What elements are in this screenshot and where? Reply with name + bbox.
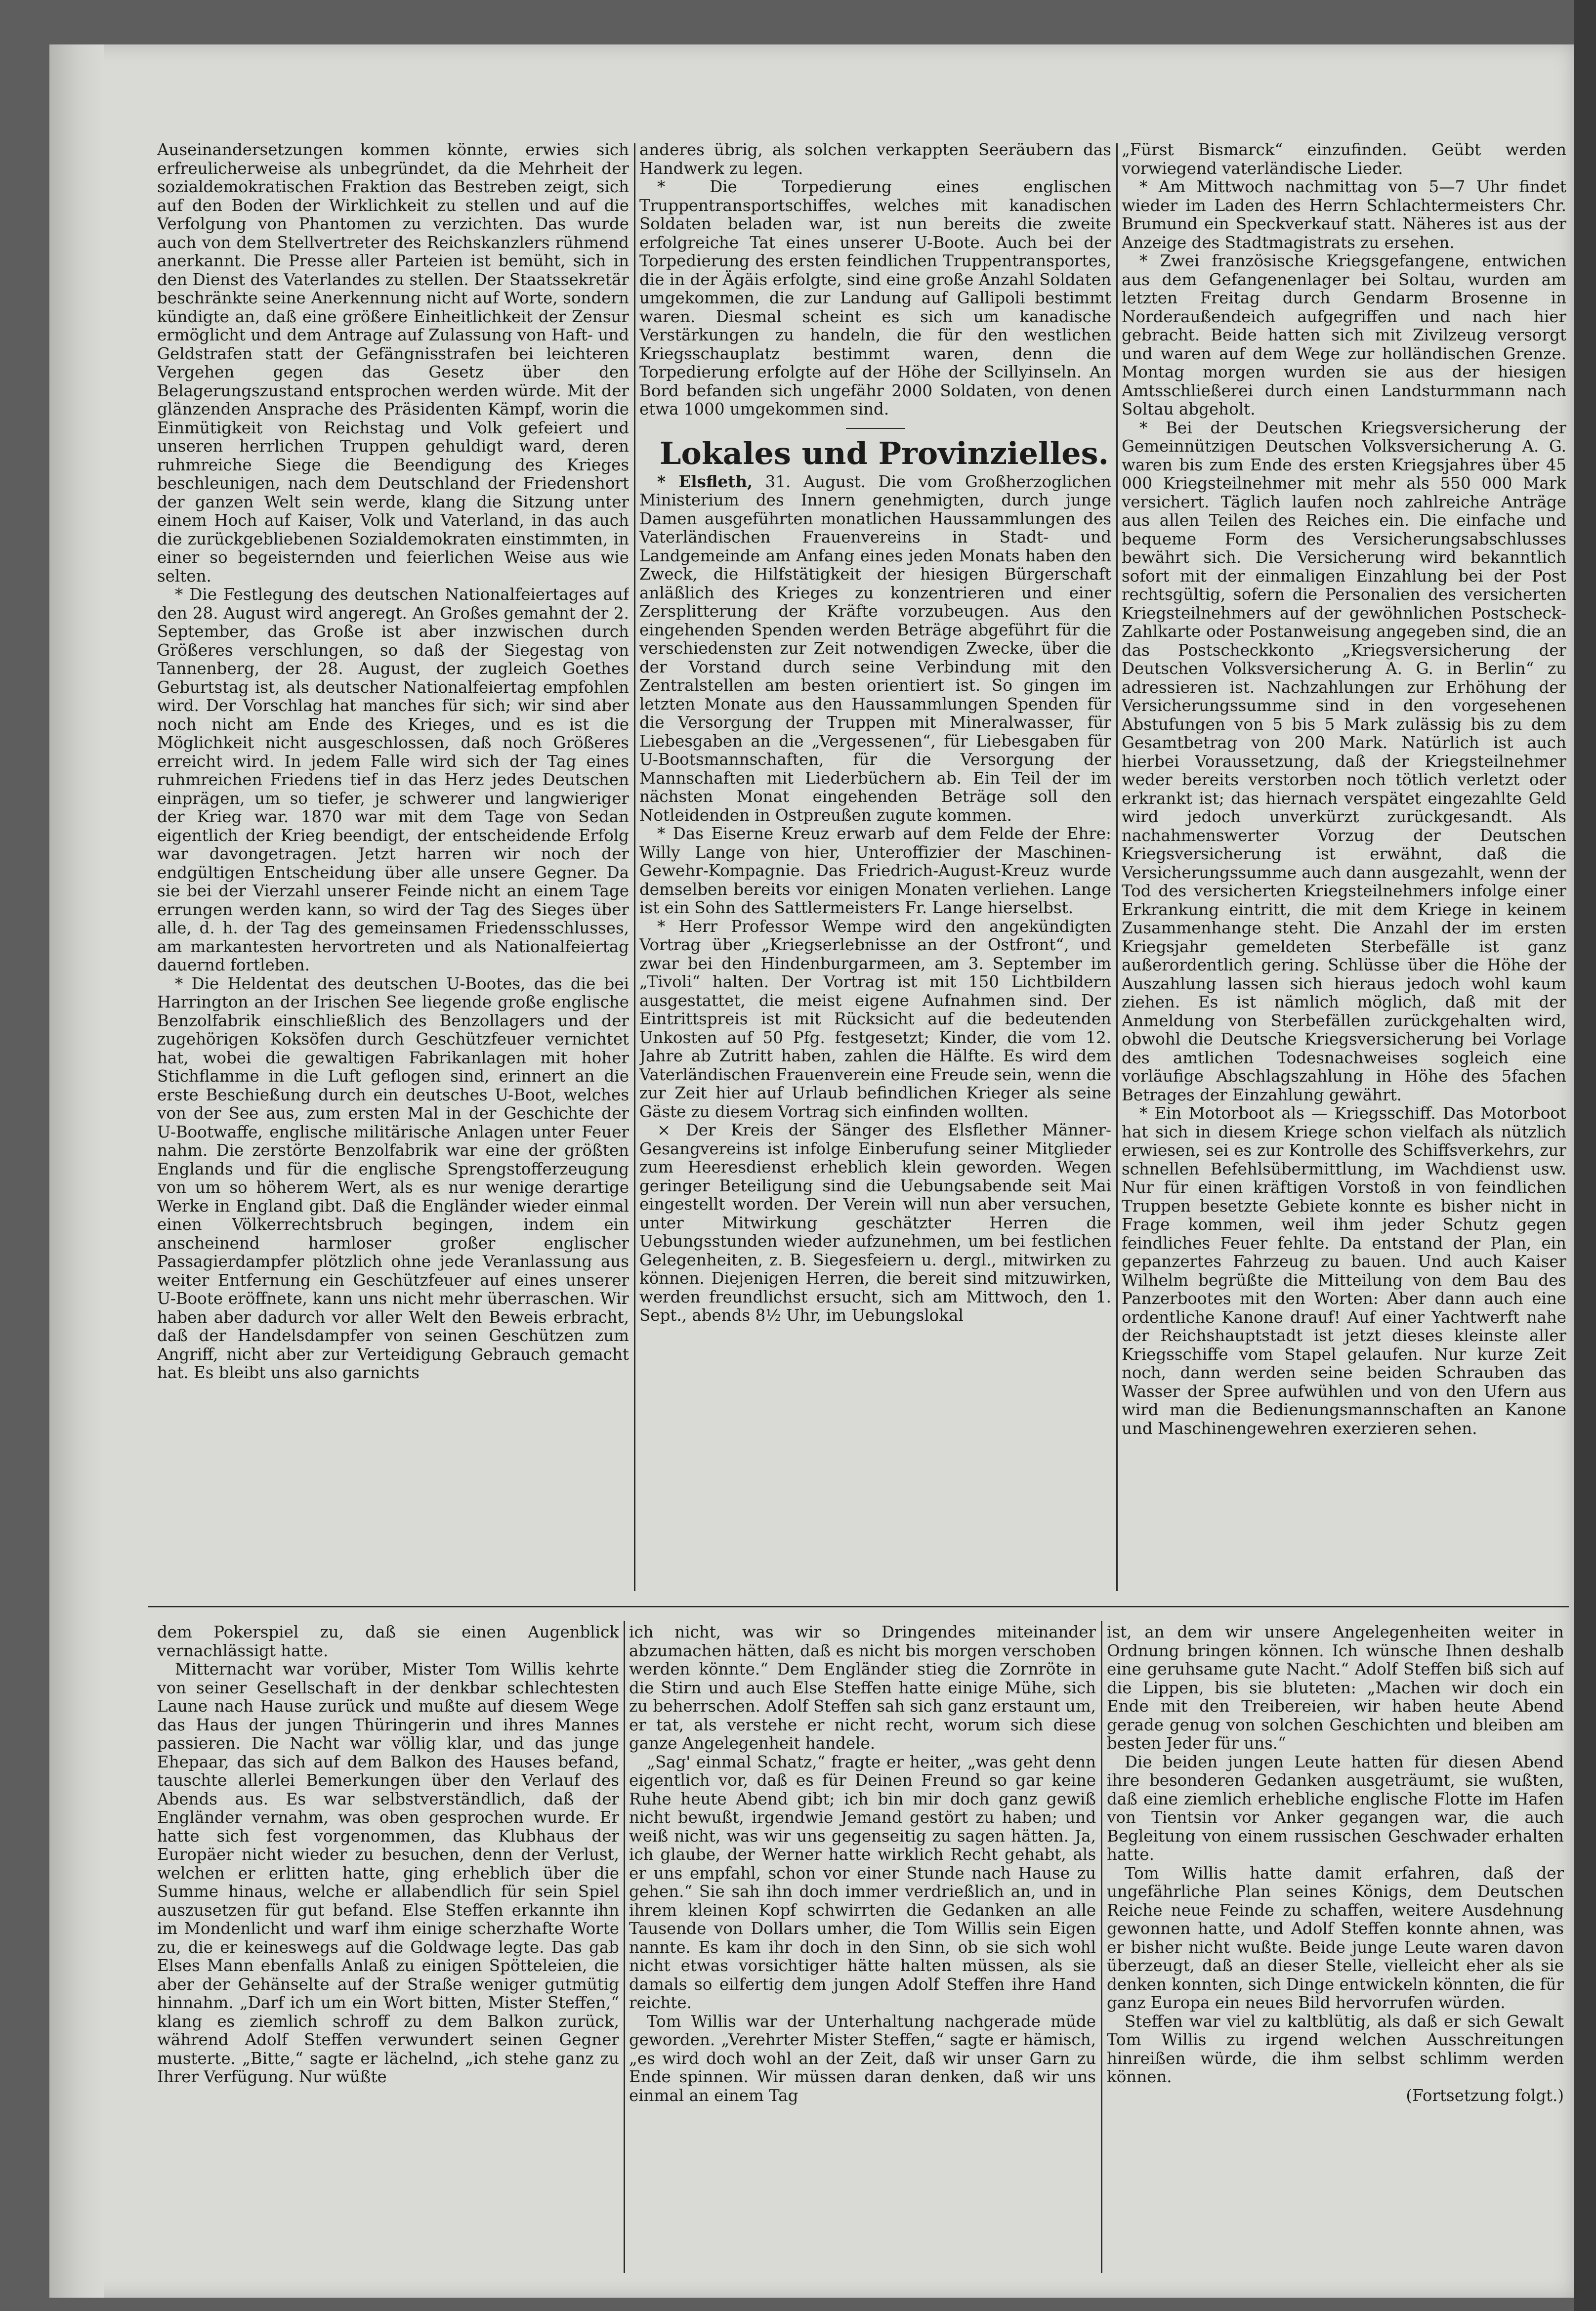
column-rule-upper-2 xyxy=(1116,143,1118,1591)
adjacent-page-edge xyxy=(1574,0,1596,2311)
page-binding-shadow xyxy=(49,44,104,2298)
story-paragraph: Die beiden jungen Leute hatten für diesen Abend ihre besonderen Gedanken ausgeträumt, sie wußten, daß eine ziemlich erhebliche englische Flotte im Hafen von Tientsin vor Anker gegangen war, die auch Begleitung von einem russischen Geschwader erhalten hatte. xyxy=(1107,1752,1564,1864)
local-news-item: * Zwei französische Kriegsgefangene, entwichen aus dem Gefangenenlager bei Soltau, wurden am letzten Freitag durch Gendarm Brosenne in Norderaußendeich aufgegriffen und nach hier gebracht. Beide hatten sich mit Zivilzeug versorgt und waren auf dem Wege zur holländischen Grenze. Montag morgen wurden sie aus der hiesigen Amtsschließerei durch einen Landsturmmann nach Soltau abgeholt. xyxy=(1122,252,1566,419)
story-paragraph: dem Pokerspiel zu, daß sie einen Augenblick vernachlässigt hatte. xyxy=(157,1623,619,1660)
local-news-item: * Am Mittwoch nachmittag von 5—7 Uhr findet wieder im Laden des Herrn Schlachtermeisters Chr. Brumund ein Speckverkauf statt. Näheres ist aus der Anzeige des Stadtmagistrats zu ersehen. xyxy=(1122,177,1566,252)
feuilleton-column-1 xyxy=(157,1623,619,2280)
section-heading: Lokales und Provinzielles. xyxy=(659,435,1109,471)
article-paragraph: anderes übrig, als solchen verkappten Seeräubern das Handwerk zu legen. xyxy=(639,141,1111,178)
story-paragraph: Mitternacht war vorüber, Mister Tom Willis kehrte von seiner Gesellschaft in der denkbar schlechtesten Laune nach Hause zurück und mußte auf diesem Wege das Haus der jungen Thüringerin und ihres Mannes passieren. Die Nacht war völlig klar, und das junge Ehepaar, das sich auf dem Balkon des Hauses befand, tauschte allerlei Bemerkungen über den Verlauf des Abends aus. Es war selbstverständlich, daß der Engländer vernahm, was oben gesprochen wurde. Er hatte sich fest vorgenommen, das Klubhaus der Europäer nicht wieder zu besuchen, denn der Verlust, welchen er erlitten hatte, ging erheblich über die Summe hinaus, welche er allabendlich für sein Spiel auszusetzen für gut befand. Else Steffen erkannte ihn im Mondenlicht und warf ihm einige scherzhafte Worte zu, die er keineswegs auf die Goldwage legte. Das gab Elses Mann ebenfalls Anlaß zu einigen Spötteleien, die aber der Gehänselte auf der Straße weniger gutmütig hinnahm. „Darf ich um ein Wort bitten, Mister Steffen,“ klang es ziemlich schroff zu dem Balkon zurück, während Adolf Steffen verwundert seinen Gegner musterte. „Bitte,“ sagte er lächelnd, „ich stehe ganz zu Ihrer Verfügung. Nur wüßte xyxy=(157,1660,619,2086)
local-news-item: * Herr Professor Wempe wird den angekündigten Vortrag über „Kriegserlebnisse an der Ostfront“, und zwar bei den Hindenburgarmeen, am 3. September im „Tivoli“ halten. Der Vortrag ist mit 150 Lichtbildern ausgestattet, die meist eigene Aufnahmen sind. Der Eintrittspreis ist mit Rücksicht auf die bedeutenden Unkosten auf 50 Pfg. festgesetzt; Kinder, die vom 12. Jahre ab Zutritt haben, zahlen die Hälfte. Es wird dem Vaterländischen Frauenverein eine Freude sein, wenn die zur Zeit hier auf Urlaub befindlichen Krieger als seine Gäste zu diesem Vortrag sich einfinden wollten. xyxy=(639,917,1111,1121)
story-paragraph: „Sag' einmal Schatz,“ fragte er heiter, „was geht denn eigentlich vor, daß es für Deinen Freund so gar keine Ruhe heute Abend gibt; ich bin mir doch ganz gewiß nicht bewußt, irgendwie Jemand gestört zu haben; und weiß nicht, was wir uns gegenseitig zu sagen hätten. Ja, ich glaube, der Werner hatte wirklich Recht gehabt, als er uns empfahl, schon vor einer Stunde nach Hause zu gehen.“ Sie sah ihn doch immer verdrießlich an, und in ihrem kleinen Kopf schwirrten die Gedanken an alle Tausende von Dollars umher, die Tom Willis sein Eigen nannte. Es kam ihr doch in den Sinn, ob sie sich wohl nicht etwas vorsichtiger hätte halten müssen, als sie damals so eilfertig dem jungen Adolf Steffen ihre Hand reichte. xyxy=(629,1752,1096,2012)
local-news-item: „Fürst Bismarck“ einzufinden. Geübt werden vorwiegend vaterländische Lieder. xyxy=(1122,141,1566,178)
column-rule-lower-1 xyxy=(624,1621,625,2273)
local-news-item: * Bei der Deutschen Kriegsversicherung der Gemeinnützigen Deutschen Volksversicherung A. G. waren bis zum Ende des ersten Kriegsjahres über 45 000 Kriegsteilnehmer mit mehr als 550 000 Mark versichert. Täglich laufen noch zahlreiche Anträge aus allen Teilen des Reiches ein. Die einfache und bequeme Form des Versicherungsabschlusses bewährt sich. Die Versicherung wird bekanntlich sofort mit der einmaligen Einzahlung bei der Post rechtsgültig, sofern die Personalien des versicherten Kriegsteilnehmers auf der gewöhnlichen Postscheck-Zahlkarte oder Postanweisung angegeben sind, die an das Postscheckkonto „Kriegsversicherung der Deutschen Volksversicherung A. G. in Berlin“ zu adressieren ist. Nachzahlungen zur Erhöhung der Versicherungssumme sind in den vorgesehenen Abstufungen von 5 bis 5 Mark zulässig bis zu dem Gesamtbetrag von 200 Mark. Natürlich ist auch hierbei Voraussetzung, daß der Kriegsteilnehmer weder bereits verstorben noch tötlich verletzt oder erkrankt ist; das hiernach verspätet eingezahlte Geld wird jedoch unverkürzt zurückgesandt. Als nachahmenswerter Vorzug der Deutschen Kriegsversicherung ist erwähnt, daß die Versicherungssumme auch dann ausgezahlt, wenn der Tod des versicherten Kriegsteilnehmers infolge einer Erkrankung eintritt, die mit dem Kriege in keinem Zusammenhange steht. Die Anzahl der im ersten Kriegsjahr gemeldeten Sterbefälle ist ganz außerordentlich gering. Schlüsse über die Höhe der Auszahlung lassen sich hieraus jedoch wohl kaum ziehen. Es ist nämlich möglich, daß mit der Anmeldung von Sterbefällen zurückgehalten wird, obwohl die Deutsche Kriegsversicherung bei Vorlage des amtlichen Todesnachweises sogleich eine vorläufige Abschlagszahlung in Höhe des 5fachen Betrages der Einzahlung gewährt. xyxy=(1122,418,1566,1104)
story-paragraph: Steffen war viel zu kaltblütig, als daß er sich Gewalt Tom Willis zu irgend welchen Ausschreitungen hinreißen würde, die ihm selbst schlimm werden können. xyxy=(1107,2012,1564,2086)
article-paragraph: * Die Heldentat des deutschen U-Bootes, das die bei Harrington an der Irischen See liegende große englische Benzolfabrik einschließlich des Benzollagers und der zugehörigen Koksöfen durch Geschützfeuer vernichtet hat, wobei die gewaltigen Fabrikanlagen mit hoher Stichflamme in die Luft geflogen sind, erinnert an die erste Beschießung durch ein deutsches U-Boot, welches von der See aus, zum ersten Mal in der Geschichte der U-Bootwaffe, englische militärische Anlagen unter Feuer nahm. Die zerstörte Benzolfabrik war eine der größten Englands und für die englische Sprengstofferzeugung von um so höherem Wert, als es nur wenige derartige Werke in England gibt. Daß die Engländer wieder einmal einen Völkerrechtsbruch begingen, indem ein anscheinend harmloser großer englischer Passagierdampfer plötzlich ohne jede Veranlassung aus weiter Entfernung ein Geschützfeuer auf eines unserer U-Boote eröffnete, kann uns nicht mehr überraschen. Wir haben aber dadurch vor aller Welt den Beweis erbracht, daß der Handelsdampfer von seinen Geschützen zum Angriff, nicht aber zur Verteidigung Gebrauch gemacht hat. Es bleibt uns also garnichts xyxy=(157,974,629,1382)
upper-column-1 xyxy=(157,141,629,1594)
local-news-text: 31. August. Die vom Großherzoglichen Ministerium des Innern genehmigten, durch junge Damen ausgeführten monatlichen Haussammlungen des Vaterländischen Frauenvereins in Stadt- und Landgemeinde am Anfang eines jeden Monats haben den Zweck, die Hilfstätigkeit der hiesigen Bürgerschaft anläßlich des Krieges zu konzentrieren und einer Zersplitterung der Kräfte vorzubeugen. Aus den eingehenden Spenden werden Beträge abgeführt für die verschiedensten zur Zeit notwendigen Zwecke, über die der Vorstand durch seine Verbindung mit den Zentralstellen am besten orientiert ist. So gingen im letzten Monate aus den Haussammlungen Spenden für die Versorgung der Truppen mit Mineralwasser, für Liebesgaben an die „Vergessenen“, für Liebesgaben für U-Bootsmannschaften, für die Versorgung der Mannschaften mit Liederbüchern ab. Ein Teil der im nächsten Monat eingehenden Beträge soll den Notleidenden in Ostpreußen zugute kommen. xyxy=(639,472,1111,825)
article-paragraph: * Die Festlegung des deutschen Nationalfeiertages auf den 28. August wird angeregt. An Großes gemahnt der 2. September, das Große ist aber inzwischen durch Größeres verschlungen, so daß der Siegestag von Tannenberg, der 28. August, der zugleich Goethes Geburtstag ist, als deutscher Nationalfeiertag empfohlen wird. Der Vorschlag hat manches für sich; wir sind aber noch nicht am Ende des Krieges, und es ist die Möglichkeit nicht ausgeschlossen, daß noch Größeres erreicht wird. In jedem Falle wird sich der Tag eines ruhmreichen Friedens tief in das Herz jedes Deutschen einprägen, um so tiefer, je schwerer und langwieriger der Krieg war. 1870 war mit dem Tage von Sedan eigentlich der Krieg beendigt, der entscheidende Erfolg war davongetragen. Jetzt harren wir noch der endgültigen Entscheidung über alle unsere Gegner. Da sie bei der Vierzahl unserer Feinde nicht an einem Tage errungen werden kann, so wird der Tag des Sieges über alle, d. h. der Tag des gemeinsamen Friedensschlusses, am markantesten hervortreten und als Nationalfeiertag dauernd fortleben. xyxy=(157,585,629,974)
local-news-item: * Das Eiserne Kreuz erwarb auf dem Felde der Ehre: Willy Lange von hier, Unteroffizier der Maschinen-Gewehr-Kompagnie. Das Friedrich-August-Kreuz wurde demselben bereits vor einigen Monaten verliehen. Lange ist ein Sohn des Sattlermeisters Fr. Lange hierselbst. xyxy=(639,824,1111,917)
article-paragraph: Auseinandersetzungen kommen könnte, erwies sich erfreulicherweise als unbegründet, da die Mehrheit der sozialdemokratischen Fraktion das Bestreben zeigt, sich auf den Boden der Wirklichkeit zu stellen und auf die Verfolgung von Phantomen zu verzichten. Das wurde auch von dem Stellvertreter des Reichskanzlers rühmend anerkannt. Die Presse aller Parteien ist bemüht, sich in den Dienst des Vaterlandes zu stellen. Der Staatssekretär beschränkte seine Anerkennung nicht auf Worte, sondern kündigte an, daß eine größere Einheitlichkeit der Zensur ermöglicht und dem Antrage auf Zulassung von Haft- und Geldstrafen statt der Gefängnisstrafen bei leichteren Vergehen gegen das Gesetz über den Belagerungszustand entsprochen werden würde. Mit der glänzenden Ansprache des Präsidenten Kämpf, worin die Einmütigkeit von Reichstag und Volk gefeiert und unseren herrlichen Truppen gehuldigt ward, deren ruhmreiche Siege die Beendigung des Krieges beschleunigen, nach dem Deutschland der Friedenshort der ganzen Welt sein werde, klang die Sitzung unter einem Hoch auf Kaiser, Volk und Vaterland, in das auch die zurückgebliebenen Sozialdemokraten einstimmten, in einer so begeisternden und feierlichen Weise aus wie selten. xyxy=(157,141,629,586)
section-divider xyxy=(846,428,905,429)
local-news-item xyxy=(639,472,1111,825)
continuation-note: (Fortsetzung folgt.) xyxy=(1406,2086,1564,2105)
story-paragraph: Tom Willis hatte damit erfahren, daß der ungefährliche Plan seines Königs, dem Deutschen Reiche neue Feinde zu schaffen, weitere Ausdehnung gewonnen hatte, und Adolf Steffen konnte ahnen, was er bisher nicht wußte. Beide junge Leute waren davon überzeugt, daß an dieser Stelle, vielleicht eher als sie denken konnten, sich Dinge entwickeln könnten, die für ganz Europa ein neues Bild hervorrufen würden. xyxy=(1107,1863,1564,2012)
article-paragraph: * Die Torpedierung eines englischen Truppentransportschiffes, welches mit kanadischen Soldaten beladen war, ist nun bereits die zweite erfolgreiche Tat eines unserer U-Boote. Auch bei der Torpedierung des ersten feindlichen Truppentransportes, die in der Ägäis erfolgte, sind eine große Anzahl Soldaten umgekommen, die zur Landung auf Gallipoli bestimmt waren. Diesmal scheint es sich um kanadische Verstärkungen zu handeln, die für den westlichen Kriegsschauplatz bestimmt waren, denn die Torpedierung erfolgte auf der Höhe der Scillyinseln. An Bord befanden sich ungefähr 2000 Soldaten, von denen etwa 1000 umgekommen sind. xyxy=(639,177,1111,419)
upper-column-3 xyxy=(1122,141,1566,1594)
dateline: * Elsfleth, xyxy=(657,471,753,491)
column-rule-upper-1 xyxy=(634,143,635,1591)
local-news-item: * Ein Motorboot als — Kriegsschiff. Das Motorboot hat sich in diesem Kriege schon vielfach als nützlich erwiesen, sei es zur Kontrolle des Schiffsverkehrs, zur schnellen Befehlsübermittlung, im Wachdienst usw. Nur für einen kräftigen Vorstoß in von feindlichen Truppen besetzte Gebiete konnte es bisher nicht in Frage kommen, weil ihm jeder Schutz gegen feindliches Feuer fehlte. Da entstand der Plan, ein gepanzertes Fahrzeug zu bauen. Und auch Kaiser Wilhelm begrüßte die Mitteilung von dem Bau des Panzerbootes mit den Worten: Aber dann auch eine ordentliche Kanone drauf! Auf einer Yachtwerft nahe der Reichshauptstadt ist jetzt dieses kleinste aller Kriegsschiffe vom Stapel gelaufen. Nur kurze Zeit noch, dann werden seine beiden Schrauben das Wasser der Spree aufwühlen und von den Ufern aus wird man die Bedienungsmannschaften an Kanone und Maschinengewehren exerzieren sehen. xyxy=(1122,1104,1566,1438)
column-rule-lower-2 xyxy=(1101,1621,1102,2273)
feuilleton-column-2 xyxy=(629,1623,1096,2280)
feuilleton-divider xyxy=(148,1606,1569,1607)
feuilleton-column-3 xyxy=(1107,1623,1564,2280)
story-paragraph: ist, an dem wir unsere Angelegenheiten weiter in Ordnung bringen können. Ich wünsche Ihnen deshalb eine geruhsame gute Nacht.“ Adolf Steffen biß sich auf die Lippen, bis sie bluteten: „Machen wir doch ein Ende mit den Treibereien, wir haben heute Abend gerade genug von solchen Geschichten und bleiben am besten Jeder für uns.“ xyxy=(1107,1623,1564,1753)
local-news-item: × Der Kreis der Sänger des Elsflether Männer-Gesangvereins ist infolge Einberufung seiner Mitglieder zum Heeresdienst erheblich klein geworden. Wegen geringer Beteiligung sind die Uebungsabende seit Mai eingestellt worden. Der Verein will nun aber versuchen, unter Mitwirkung geschätzter Herren die Uebungsstunden wieder aufzunehmen, um bei festlichen Gelegenheiten, z. B. Siegesfeiern u. dergl., mitwirken zu können. Diejenigen Herren, die bereit sind mitzuwirken, werden freundlichst ersucht, sich am Mittwoch, den 1. Sept., abends 8½ Uhr, im Uebungslokal xyxy=(639,1121,1111,1325)
story-paragraph: Tom Willis war der Unterhaltung nachgerade müde geworden. „Verehrter Mister Steffen,“ sagte er hämisch, „es wird doch wohl an der Zeit, daß wir unser Garn zu Ende spinnen. Wir müssen daran denken, daß wir uns einmal an einem Tag xyxy=(629,2012,1096,2105)
upper-column-2 xyxy=(639,141,1111,1594)
story-paragraph: ich nicht, was wir so Dringendes miteinander abzumachen hätten, daß es nicht bis morgen verschoben werden könnte.“ Dem Engländer stieg die Zornröte in die Stirn und auch Else Steffen hatte einige Mühe, sich zu beherrschen. Adolf Steffen sah sich ganz erstaunt um, er tat, als verstehe er nicht recht, worum sich diese ganze Angelegenheit handele. xyxy=(629,1623,1096,1753)
